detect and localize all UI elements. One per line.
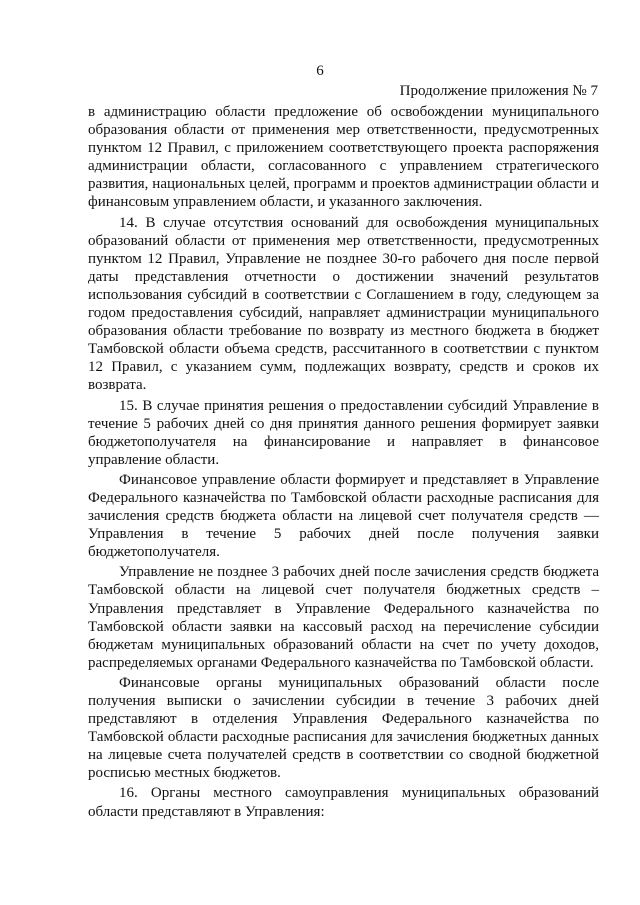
paragraph-department-transfer: Управление не позднее 3 рабочих дней после зачисления средств бюджета Тамбовской области на лицевой счет получателя бюджетных средств – Управления представляет в Управление Федерального казначейства по Тамбовской области заявки на кассовый расход на перечисление субсидии бюджетам муниципальных образований области на счет по учету доходов, распределяемых органами Федерального казначейства по Тамбовской области.: [88, 564, 599, 671]
appendix-continuation-note: Продолжение приложения № 7: [399, 83, 598, 99]
paragraph-item-15: 15. В случае принятия решения о предоставлении субсидий Управление в течение 5 рабочих дней со дня принятия данного решения формирует заявки бюджетополучателя на финансирование и направляет в финансовое управление области.: [88, 397, 599, 468]
paragraph-item-16: 16. Органы местного самоуправления муниципальных образований области представляют в Управления:: [88, 785, 599, 820]
paragraph-continuation: в администрацию области предложение об освобождении муниципального образования области от применения мер ответственности, предусмотренных пунктом 12 Правил, с приложением соответствующего проекта распоряжения администрации области, согласованного с управлением стратегического развития, национальных целей, программ и проектов администрации области и финансовым управлением области, и указанного заключения.: [88, 104, 599, 211]
paragraph-finance-department: Финансовое управление области формирует и представляет в Управление Федерального казначейства по Тамбовской области расходные расписания для зачисления средств бюджета области на лицевой счет получателя средств — Управления в течение 5 рабочих дней после получения заявки бюджетополучателя.: [88, 471, 599, 561]
document-body: [88, 103, 599, 823]
paragraph-item-14: 14. В случае отсутствия оснований для освобождения муниципальных образований области от применения мер ответственности, предусмотренных пунктом 12 Правил, Управление не позднее 30-го рабочего дня после первой даты представления отчетности о достижении значений результатов использования субсидий в соответствии с Соглашением в году, следующем за годом предоставления субсидий, направляет администрации муниципального образования области требование по возврату из местного бюджета в бюджет Тамбовской области объема средств, рассчитанного в соответствии с пунктом 12 Правил, с указанием сумм, подлежащих возврату, средств и сроков их возврата.: [88, 214, 599, 394]
page-number: 6: [316, 63, 324, 79]
paragraph-municipal-finance: Финансовые органы муниципальных образований области после получения выписки о зачислении субсидии в течение 3 рабочих дней представляют в отделения Управления Федерального казначейства по Тамбовской области расходные расписания для зачисления бюджетных данных на лицевые счета получателей средств в соответствии со сводной бюджетной росписью местных бюджетов.: [88, 674, 599, 782]
